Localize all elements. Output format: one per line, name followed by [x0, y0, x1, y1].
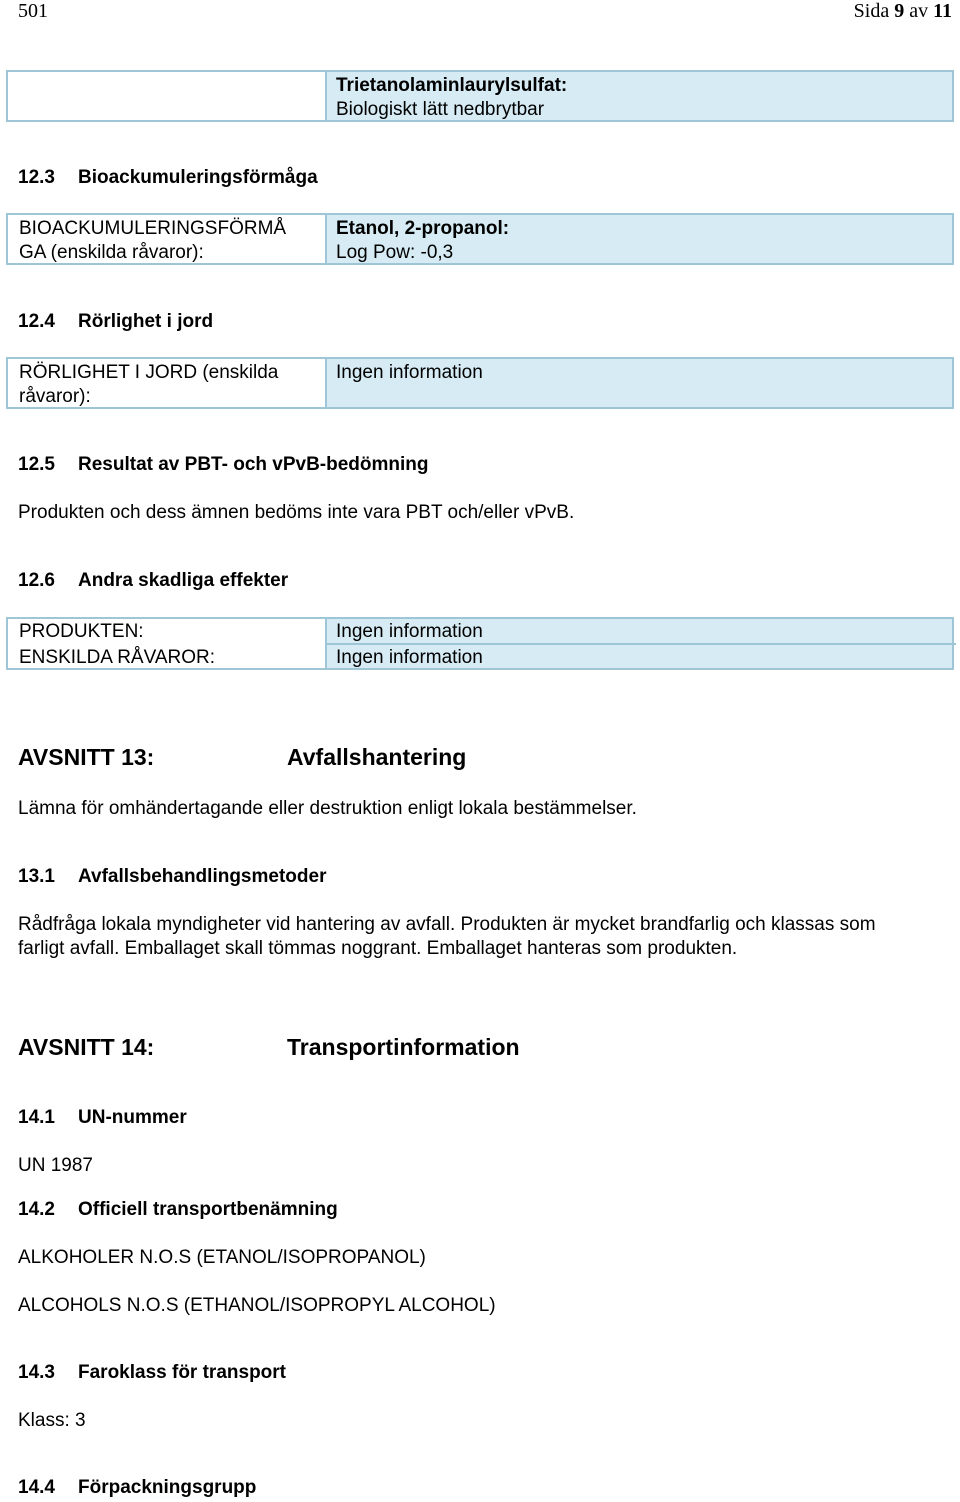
- table-other-effects: [6, 617, 954, 670]
- disposal-text: Lämna för omhändertagande eller destruktion enligt lokala bestämmelser.: [18, 798, 637, 819]
- section-14-1-number: 14.1: [18, 1107, 55, 1128]
- waste-methods-line2: farligt avfall. Emballaget skall tömmas noggrant. Emballaget hanteras som produkten.: [18, 938, 738, 959]
- product-value: Ingen information: [336, 621, 483, 642]
- section-12-5-number: 12.5: [18, 454, 55, 475]
- section-14-2-number: 14.2: [18, 1199, 55, 1220]
- section-14-2-title: Officiell transportbenämning: [78, 1199, 338, 1220]
- section-12-6-title: Andra skadliga effekter: [78, 570, 289, 591]
- section-14-3-number: 14.3: [18, 1362, 55, 1383]
- raw-materials-label: ENSKILDA RÅVAROR:: [19, 647, 216, 668]
- table-soil-mobility: [6, 357, 954, 409]
- bioaccumulation-label-line1: BIOACKUMULERINGSFÖRMÅ: [19, 218, 287, 239]
- waste-methods-line1: Rådfråga lokala myndigheter vid hantering av avfall. Produkten är mycket brandfarlig och klassas som: [18, 914, 876, 935]
- section-13-title: Avfallshantering: [287, 744, 467, 770]
- section-14-4-title: Förpackningsgrupp: [78, 1477, 257, 1498]
- product-label: PRODUKTEN:: [19, 621, 144, 642]
- mobility-label-line1: RÖRLIGHET I JORD (enskilda: [19, 362, 279, 383]
- section-14-3-title: Faroklass för transport: [78, 1362, 286, 1383]
- pbt-assessment-text: Produkten och dess ämnen bedöms inte vara PBT och/eller vPvB.: [18, 502, 575, 523]
- section-14-1-title: UN-nummer: [78, 1107, 187, 1128]
- mobility-label-line2: råvaror):: [19, 386, 91, 407]
- section-12-4-title: Rörlighet i jord: [78, 311, 214, 332]
- table-bioaccumulation: [6, 213, 954, 265]
- hazard-class-value: Klass: 3: [18, 1410, 86, 1431]
- shipping-name-en: ALCOHOLS N.O.S (ETHANOL/ISOPROPYL ALCOHOL): [18, 1295, 496, 1316]
- section-12-6-number: 12.6: [18, 570, 55, 591]
- substance-value: Biologiskt lätt nedbrytbar: [336, 99, 545, 120]
- substance-name: Trietanolaminlaurylsulfat:: [336, 75, 568, 96]
- table-biodegradability: [6, 70, 954, 122]
- section-12-3-title: Bioackumuleringsförmåga: [78, 167, 318, 188]
- section-13-1-title: Avfallsbehandlingsmetoder: [78, 866, 327, 887]
- section-13-1-number: 13.1: [18, 866, 55, 887]
- page-indicator: Sida 9 av 11: [853, 0, 952, 22]
- section-14-4-number: 14.4: [18, 1477, 55, 1498]
- raw-materials-value: Ingen information: [336, 647, 483, 668]
- section-12-5-title: Resultat av PBT- och vPvB-bedömning: [78, 454, 429, 475]
- shipping-name-sv: ALKOHOLER N.O.S (ETANOL/ISOPROPANOL): [18, 1247, 426, 1268]
- section-14-number: AVSNITT 14:: [18, 1034, 155, 1060]
- section-13-number: AVSNITT 13:: [18, 744, 155, 770]
- substance-name: Etanol, 2-propanol:: [336, 218, 510, 239]
- section-12-3-number: 12.3: [18, 167, 55, 188]
- un-number-value: UN 1987: [18, 1155, 93, 1176]
- mobility-value: Ingen information: [336, 362, 483, 383]
- document-number: 501: [18, 0, 48, 22]
- substance-value: Log Pow: -0,3: [336, 242, 454, 263]
- bioaccumulation-label-line2: GA (enskilda råvaror):: [19, 242, 204, 263]
- section-14-title: Transportinformation: [287, 1034, 520, 1060]
- section-12-4-number: 12.4: [18, 311, 55, 332]
